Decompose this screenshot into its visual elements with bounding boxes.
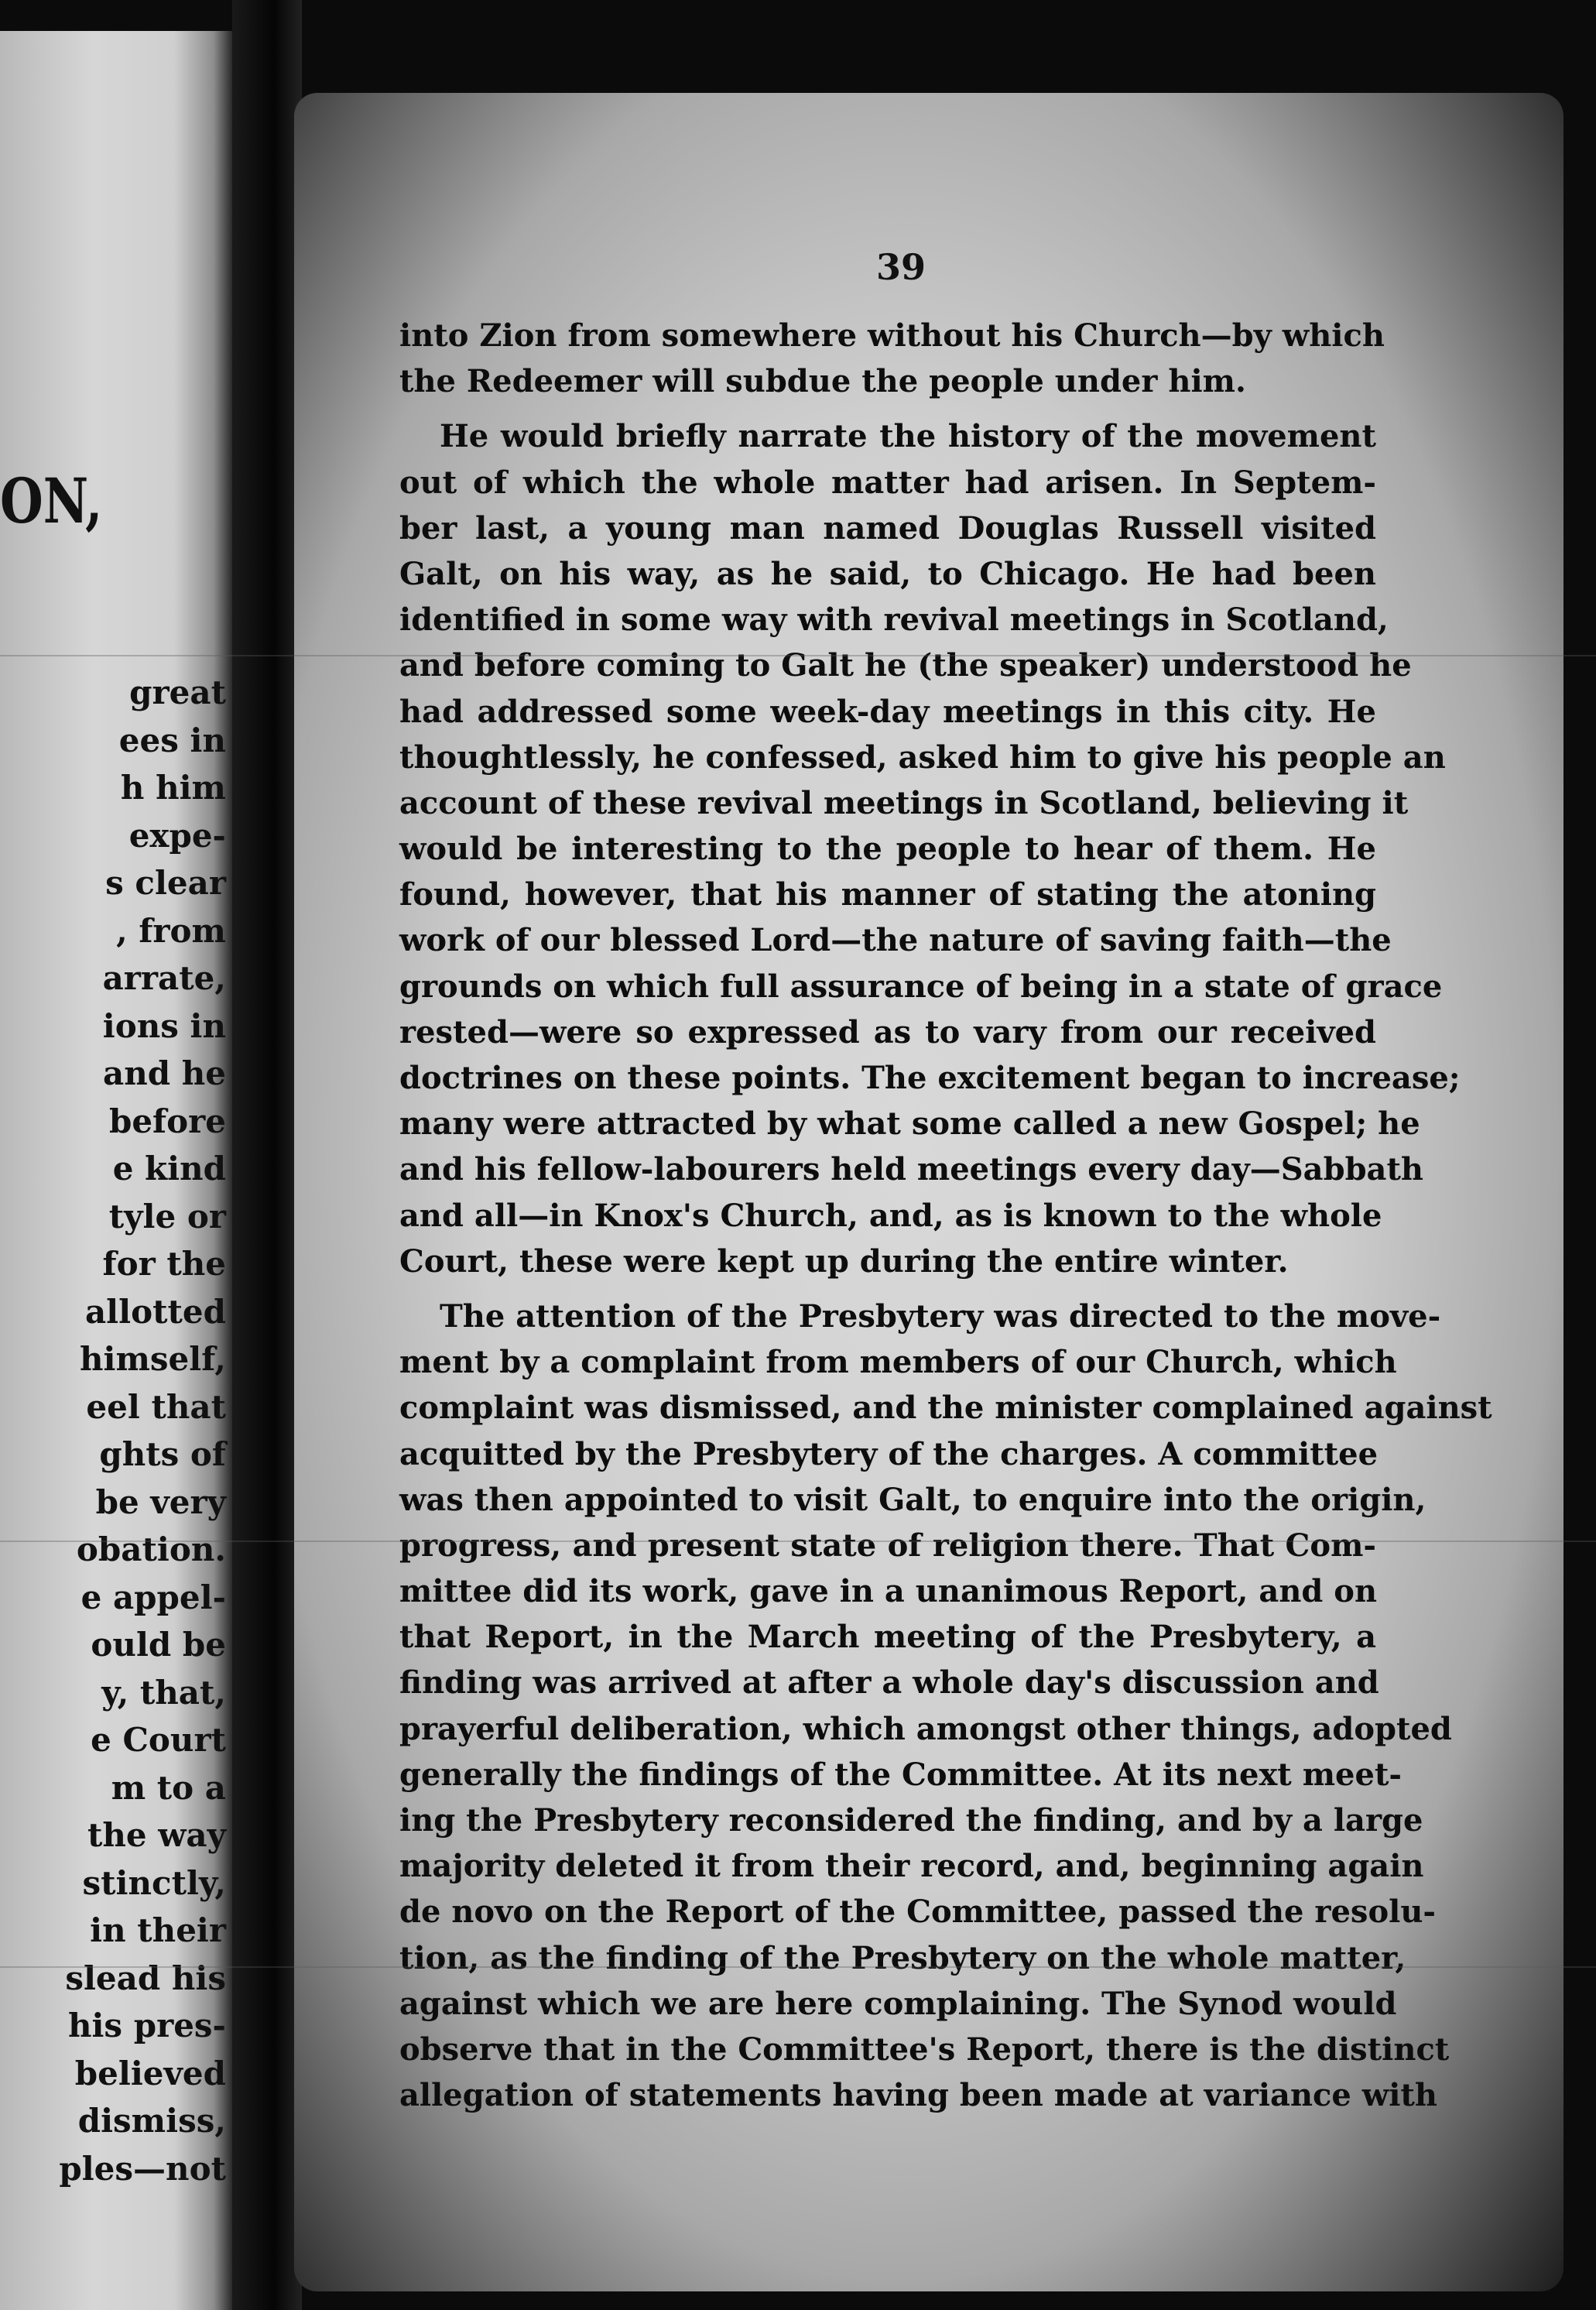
previous-page-line-fragment: expe- xyxy=(128,816,226,855)
previous-page-line-fragment: for the xyxy=(102,1245,226,1283)
previous-page-line-fragment: stinctly, xyxy=(82,1863,226,1902)
text-line: and all—in Knox's Church, and, as is known to the whole xyxy=(399,1197,1382,1234)
text-line: out of which the whole matter had arisen. In Septem- xyxy=(399,464,1376,501)
text-line: ing the Presbytery reconsidered the finding, and by a large xyxy=(399,1802,1423,1839)
previous-page-line-fragment: himself, xyxy=(79,1340,226,1378)
previous-page-line-fragment: e appel- xyxy=(80,1578,226,1616)
text-line: finding was arrived at after a whole day's discussion and xyxy=(399,1664,1379,1702)
previous-page-line-fragment: slead his xyxy=(65,1959,226,1997)
scan-line xyxy=(0,1966,1596,1968)
text-line: The attention of the Presbytery was directed to the move- xyxy=(440,1297,1441,1335)
text-line: into Zion from somewhere without his Church—by which xyxy=(399,317,1385,354)
previous-page-line-fragment: obation. xyxy=(76,1530,226,1568)
text-line: complaint was dismissed, and the minister complained against xyxy=(399,1390,1492,1427)
text-line: progress, and present state of religion there. That Com- xyxy=(399,1527,1376,1564)
previous-page-line-fragment: allotted xyxy=(84,1292,226,1331)
scan-line xyxy=(0,655,1596,656)
text-line: He would briefly narrate the history of the movement xyxy=(440,418,1376,455)
text-line: ber last, a young man named Douglas Russell visited xyxy=(399,509,1376,547)
previous-page-line-fragment: y, that, xyxy=(101,1673,226,1712)
previous-page-line-fragment: in their xyxy=(90,1911,226,1949)
previous-page-line-fragment: e Court xyxy=(91,1721,226,1759)
text-line: generally the findings of the Committee. At its next meet- xyxy=(399,1756,1402,1793)
previous-page-line-fragment: e kind xyxy=(112,1150,226,1188)
previous-page-line-fragment: before xyxy=(108,1102,226,1140)
page-number: 39 xyxy=(876,246,926,288)
previous-page-line-fragment: , from xyxy=(116,911,226,950)
text-line: acquitted by the Presbytery of the charges. A committee xyxy=(399,1435,1379,1472)
text-line: found, however, that his manner of stating the atoning xyxy=(399,876,1376,913)
previous-page-line-fragment: great xyxy=(129,673,226,711)
previous-page-line-fragment: be very xyxy=(95,1482,226,1521)
text-line: prayerful deliberation, which amongst other things, adopted xyxy=(399,1710,1452,1747)
previous-page-line-fragment: his pres- xyxy=(67,2007,226,2044)
paragraph-gap xyxy=(399,1284,1376,1294)
previous-page-line-fragment: believed xyxy=(74,2054,226,2092)
text-line: rested—were so expressed as to vary from our received xyxy=(399,1013,1376,1050)
text-line: de novo on the Report of the Committee, passed the resolu- xyxy=(399,1894,1437,1931)
text-line: ment by a complaint from members of our Church, which xyxy=(399,1344,1397,1381)
previous-page-line-fragment: ghts of xyxy=(99,1435,226,1473)
text-line: would be interesting to the people to hear of them. He xyxy=(399,831,1376,868)
book-gutter xyxy=(232,0,302,2310)
previous-page-heading-fragment: ON, xyxy=(0,464,103,537)
text-line: grounds on which full assurance of being in a state of grace xyxy=(399,968,1443,1005)
text-line: against which we are here complaining. The Synod would xyxy=(399,1985,1397,2022)
text-line: and his fellow-labourers held meetings every day—Sabbath xyxy=(399,1151,1424,1188)
previous-page-line-fragment: arrate, xyxy=(102,959,226,997)
previous-page-line-fragment: ould be xyxy=(91,1626,226,1664)
text-line: many were attracted by what some called a new Gospel; he xyxy=(399,1105,1420,1143)
previous-page-line-fragment: tyle or xyxy=(108,1197,226,1236)
text-line: account of these revival meetings in Scotland, believing it xyxy=(399,784,1409,821)
previous-page-line-fragment: the way xyxy=(87,1816,226,1854)
text-line: that Report, in the March meeting of the Presbytery, a xyxy=(399,1619,1376,1656)
previous-page-line-fragment: ions in xyxy=(102,1006,226,1045)
previous-page-line-fragment: ples—not xyxy=(59,2149,226,2188)
paragraph-gap xyxy=(399,404,1376,413)
text-line: majority deleted it from their record, and, beginning again xyxy=(399,1848,1424,1885)
scan-line xyxy=(0,1541,1596,1542)
previous-page-line-fragment: eel that xyxy=(86,1387,226,1426)
previous-page-line-fragment: h him xyxy=(120,769,226,807)
text-line: and before coming to Galt he (the speaker) understood he xyxy=(399,647,1412,684)
text-line: the Redeemer will subdue the people under him. xyxy=(399,363,1246,400)
text-line: mittee did its work, gave in a unanimous Report, and on xyxy=(399,1573,1378,1610)
text-line: was then appointed to visit Galt, to enquire into the origin, xyxy=(399,1481,1426,1518)
previous-page-line-fragment: s clear xyxy=(105,864,226,902)
text-line: Galt, on his way, as he said, to Chicago. He had been xyxy=(399,555,1376,592)
text-line: allegation of statements having been made at variance with xyxy=(399,2077,1437,2114)
body-text xyxy=(399,313,1492,2118)
text-line: had addressed some week-day meetings in this city. He xyxy=(399,693,1376,730)
text-line: work of our blessed Lord—the nature of saving faith—the xyxy=(399,922,1392,959)
previous-page-line-fragment: m to a xyxy=(111,1768,226,1807)
text-line: tion, as the finding of the Presbytery on the whole matter, xyxy=(399,1939,1406,1976)
text-line: identified in some way with revival meetings in Scotland, xyxy=(399,601,1389,639)
text-line: Court, these were kept up during the entire winter. xyxy=(399,1242,1289,1280)
text-line: doctrines on these points. The excitement began to increase; xyxy=(399,1060,1461,1096)
text-line: observe that in the Committee's Report, there is the distinct xyxy=(399,2031,1450,2068)
previous-page-line-fragment: ees in xyxy=(118,721,226,759)
text-line: thoughtlessly, he confessed, asked him to give his people an xyxy=(399,739,1446,776)
previous-page-line-fragment: dismiss, xyxy=(77,2102,226,2140)
previous-page-line-fragment: and he xyxy=(103,1054,226,1092)
previous-page-edge xyxy=(0,31,232,2310)
